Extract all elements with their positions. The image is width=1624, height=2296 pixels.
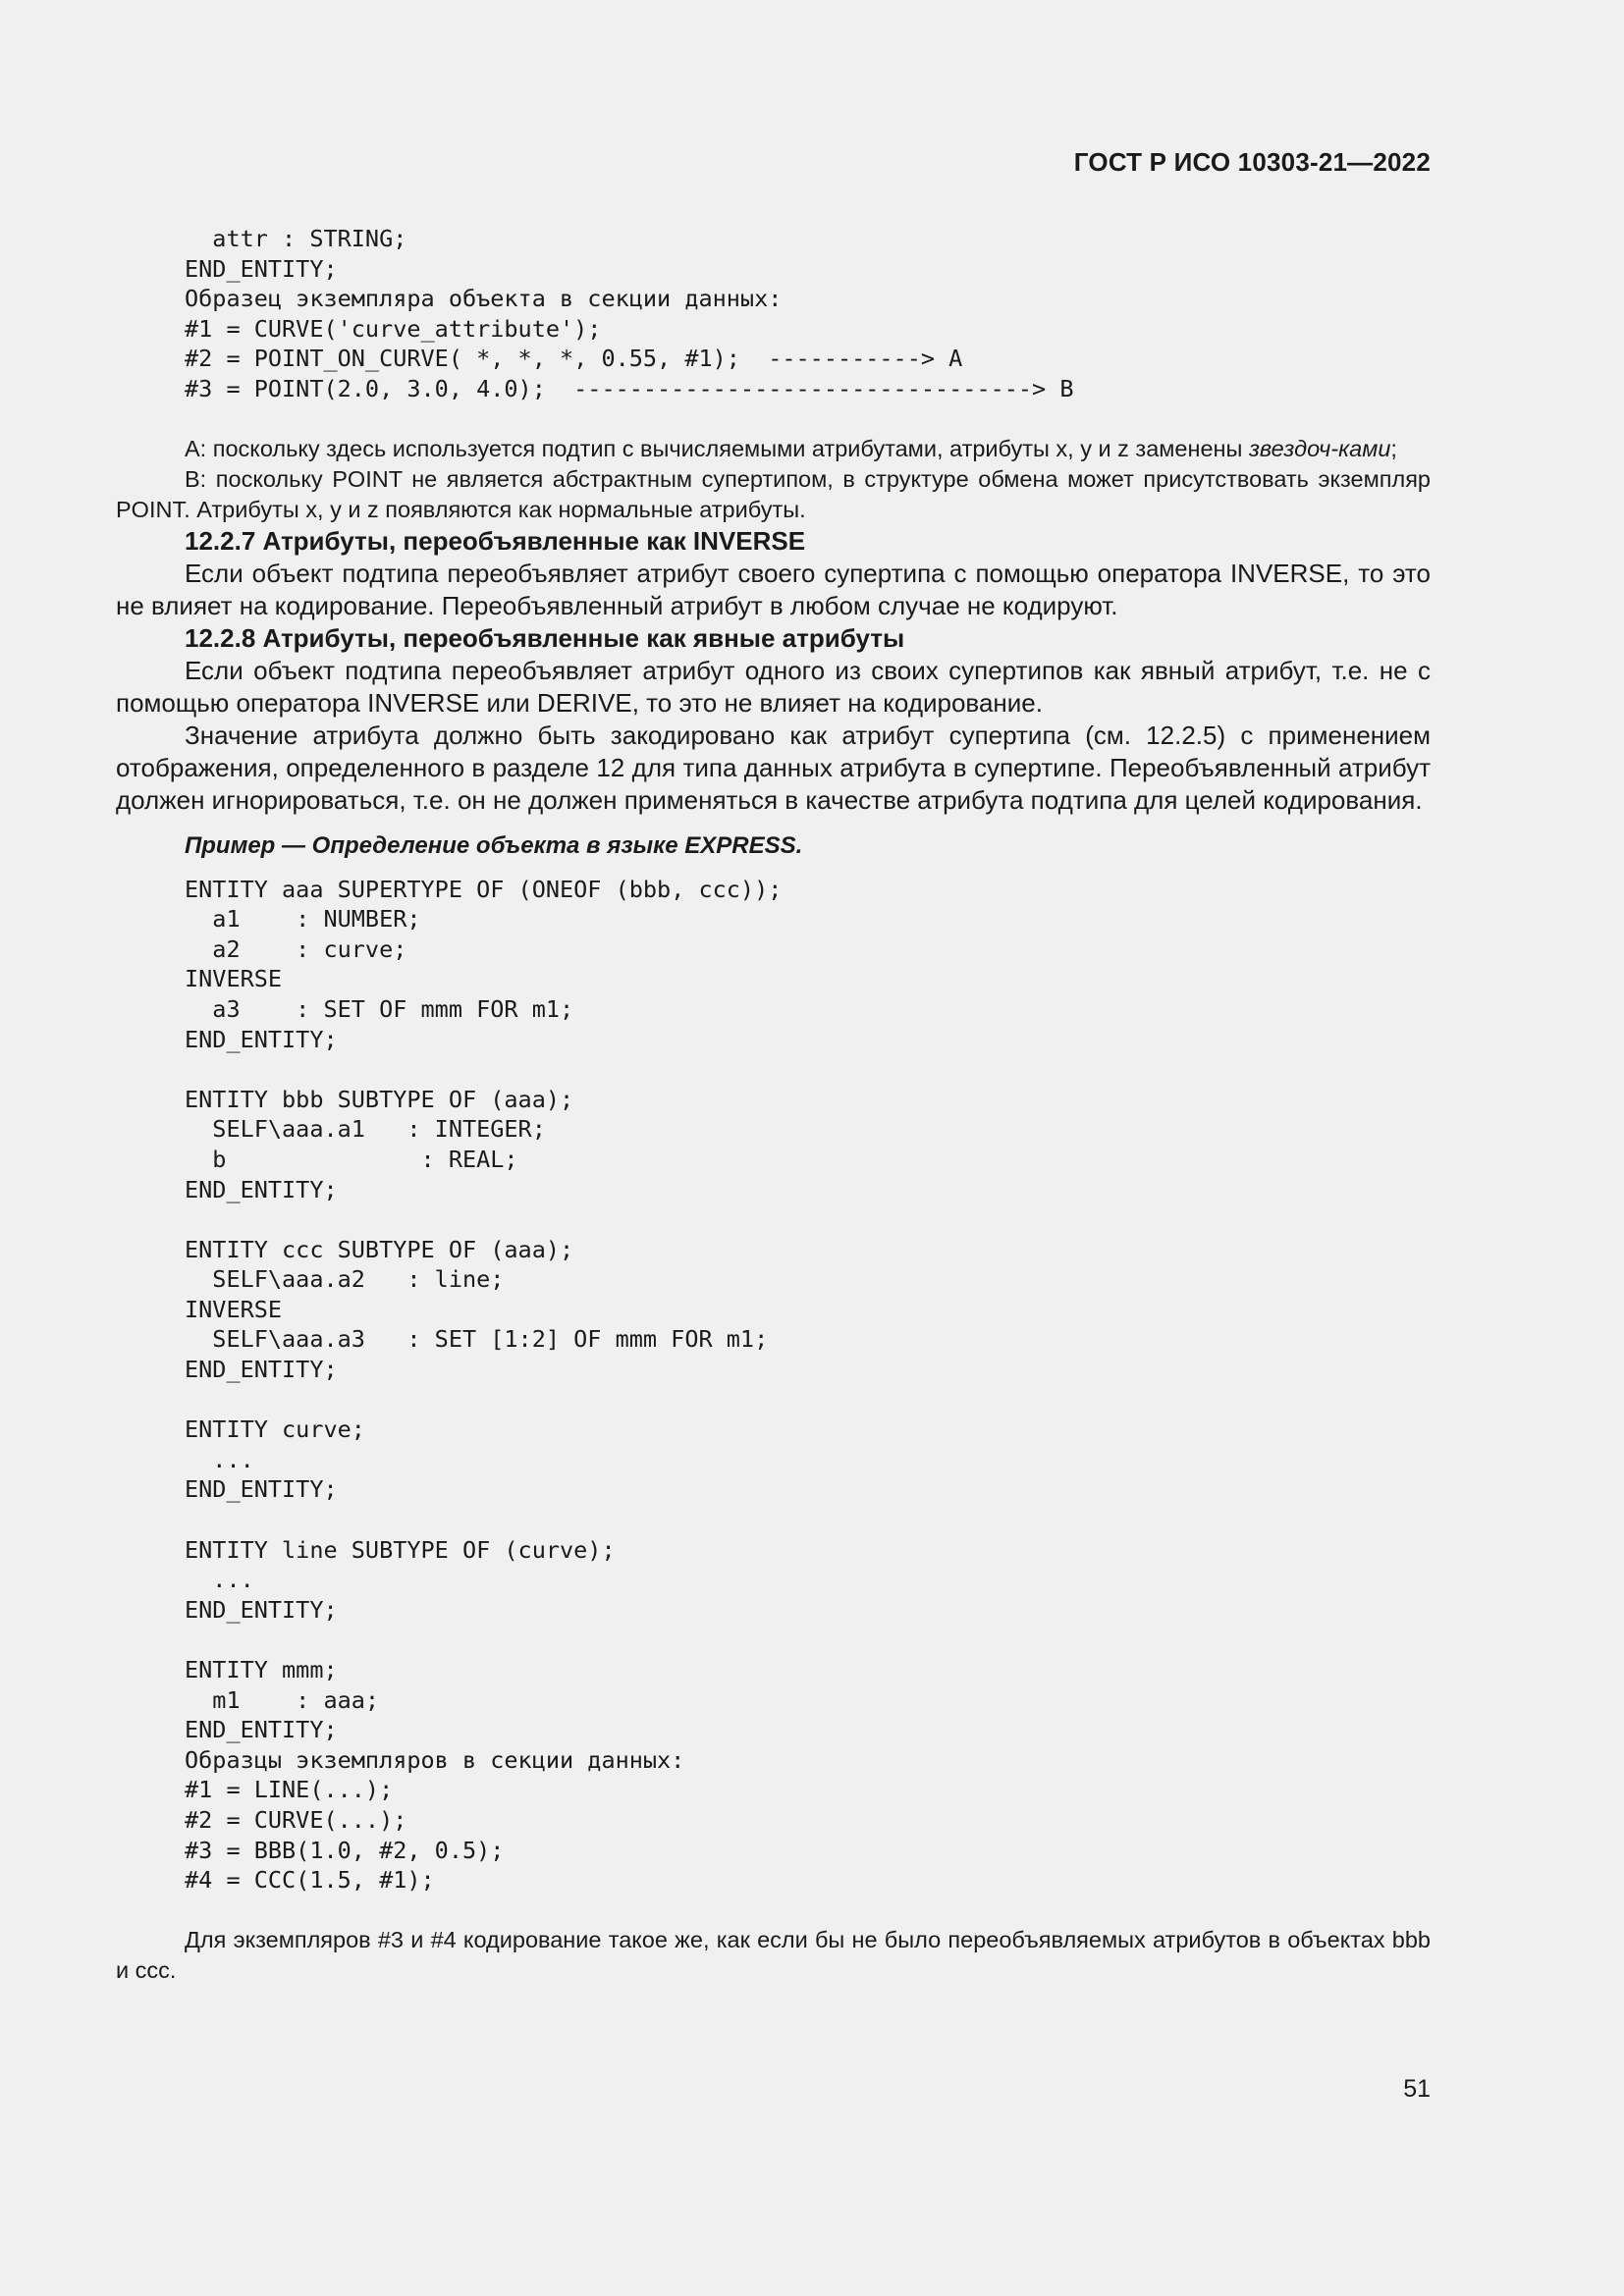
example-code-line: a2 : curve; [185,934,407,963]
example-code-line: END_ENTITY; [185,1716,338,1744]
example-code-line: #2 = CURVE(...); [185,1805,407,1834]
section-heading-12-2-8: 12.2.8 Атрибуты, переобъявленные как явные атрибуты [185,622,905,653]
example-title: Пример — Определение объекта в языке EXPRESS. [185,831,803,859]
example-code-line: SELF\aaa.a3 : SET [1:2] OF mmm FOR m1; [185,1325,769,1354]
note-a-italic: звездоч-ками [1248,435,1391,461]
top-code-line: #3 = POINT(2.0, 3.0, 4.0); ---------------------------------> B [185,374,1074,402]
example-code-line: Образцы экземпляров в секции данных: [185,1745,685,1774]
page-number: 51 [1403,2075,1431,2103]
section-heading-12-2-7: 12.2.7 Атрибуты, переобъявленные как INVERSE [185,525,806,556]
example-code-line: #4 = CCC(1.5, #1); [185,1866,435,1895]
example-code-line: END_ENTITY; [185,1025,338,1053]
example-code-line: INVERSE [185,1295,283,1323]
example-code-line: ... [185,1566,254,1594]
note-b: B: поскольку POINT не является абстрактным супертипом, в структуре обмена может присутствовать экземпляр POINT. Атрибуты x, y и z появляются как нормальные атрибуты. [116,465,1431,522]
top-code-line: attr : STRING; [185,225,407,252]
example-code-line: b : REAL; [185,1145,518,1173]
example-code-line: #1 = LINE(...); [185,1776,394,1804]
example-code-line: END_ENTITY; [185,1595,338,1624]
example-code-line: ENTITY curve; [185,1415,365,1444]
note-a-text: A: поскольку здесь используется подтип с вычисляемыми атрибутами, атрибуты x, y и z заменены [185,435,1249,461]
top-code-line: END_ENTITY; [185,254,338,283]
example-code-line: SELF\aaa.a2 : line; [185,1265,505,1294]
example-code-line: ENTITY mmm; [185,1656,338,1683]
example-code-block [116,875,1431,1896]
section-text-12-2-8-b: Значение атрибута должно быть закодировано как атрибут супертипа (см. 12.2.5) с применением отображения, определенного в разделе 12 для типа данных атрибута в супертипе. Переобъявленный атрибут должен игнорироваться, т.е. он не должен применяться в качестве атрибута подтипа для целей кодирования. [116,720,1431,815]
example-code-line: ENTITY bbb SUBTYPE OF (aaa); [185,1085,574,1113]
example-code-line: ... [185,1445,254,1473]
example-code-line: INVERSE [185,965,283,993]
top-code-block [116,224,1431,404]
page-content [116,224,1431,1986]
example-code-line: ENTITY line SUBTYPE OF (curve); [185,1535,616,1564]
example-code-line: END_ENTITY; [185,1475,338,1504]
example-code-line: ENTITY ccc SUBTYPE OF (aaa); [185,1235,574,1263]
example-code-line: ENTITY aaa SUPERTYPE OF (ONEOF (bbb, ccc)); [185,875,783,903]
example-code-line: #3 = BBB(1.0, #2, 0.5); [185,1836,505,1864]
top-code-line: #1 = CURVE('curve_attribute'); [185,314,602,343]
section-text-12-2-7: Если объект подтипа переобъявляет атрибут своего супертипа с помощью оператора INVERSE, то это не влияет на кодирование. Переобъявленный атрибут в любом случае не кодируют. [116,558,1431,620]
top-code-line: #2 = POINT_ON_CURVE( *, *, *, 0.55, #1); -----------> A [185,345,963,373]
top-code-line: Образец экземпляра объекта в секции данных: [185,285,783,313]
note-a-suffix: ; [1390,435,1397,461]
example-code-line: m1 : aaa; [185,1685,380,1714]
document-header: ГОСТ Р ИСО 10303-21—2022 [1073,147,1431,177]
section-text-12-2-8-a: Если объект подтипа переобъявляет атрибут одного из своих супертипов как явный атрибут, т.е. не с помощью оператора INVERSE или DERIVE, то это не влияет на кодирование. [116,655,1431,718]
example-code-line: SELF\aaa.a1 : INTEGER; [185,1115,546,1144]
example-code-line: a3 : SET OF mmm FOR m1; [185,994,574,1023]
example-code-line: END_ENTITY; [185,1175,338,1203]
example-code-line: a1 : NUMBER; [185,905,421,934]
example-code-line: END_ENTITY; [185,1356,338,1384]
closing-note: Для экземпляров #3 и #4 кодирование такое же, как если бы не было переобъявляемых атрибутов в объектах bbb и ccc. [116,1926,1431,1983]
note-a [116,434,1431,464]
